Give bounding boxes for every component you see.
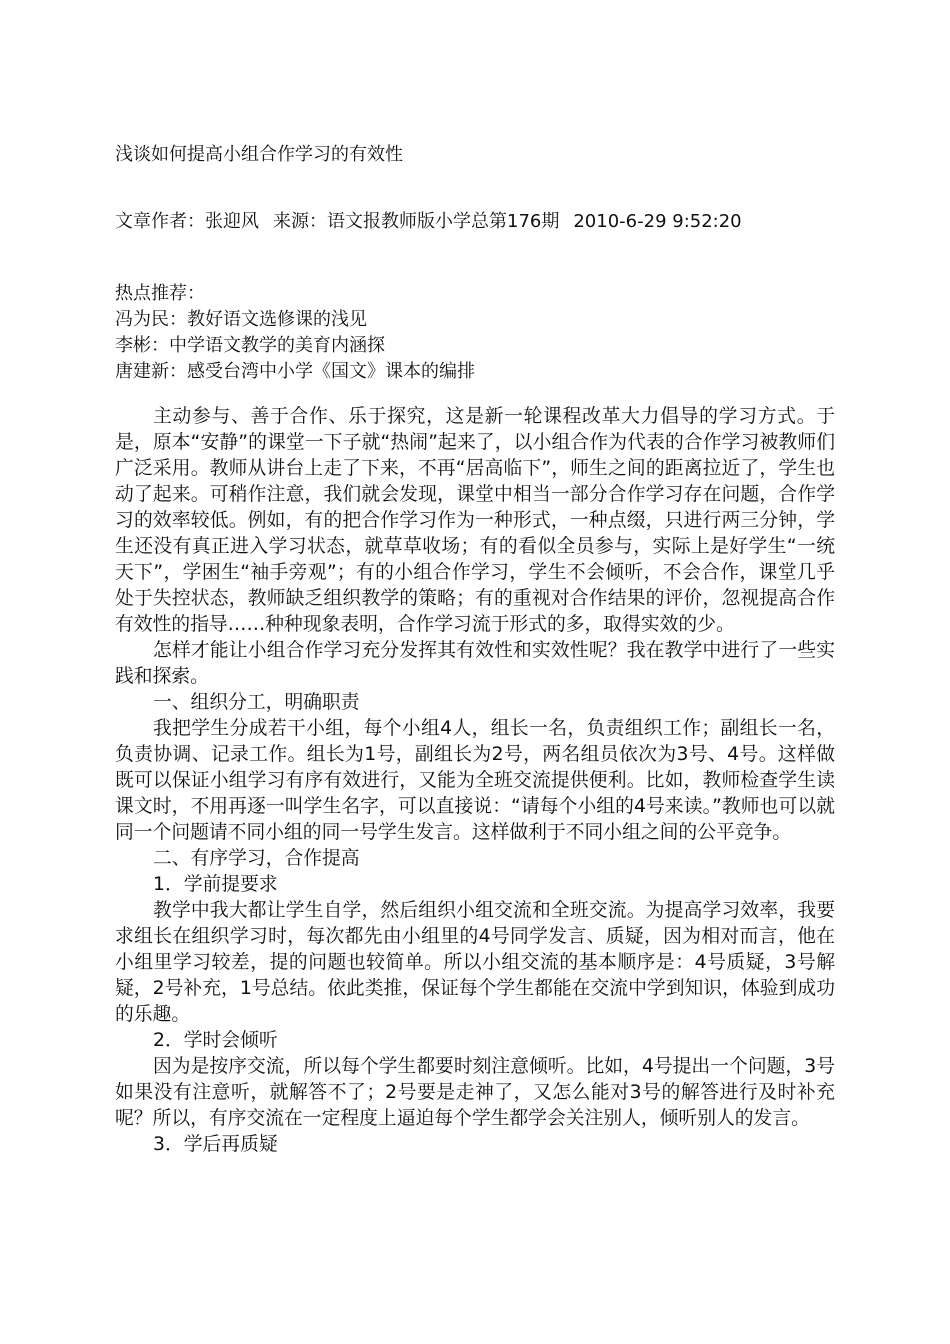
paragraph: 因为是按序交流，所以每个学生都要时刻注意倾听。比如，4号提出一个问题，3号如果没有注意听，就解答不了；2号要是走神了，又怎么能对3号的解答进行及时补充呢？所以，有序交流在一定程度上逼迫每个学生都学会关注别人，倾听别人的发言。 bbox=[115, 1056, 835, 1129]
paragraph: 主动参与、善于合作、乐于探究，这是新一轮课程改革大力倡导的学习方式。于是，原本“安静”的课堂一下子就“热闹”起来了，以小组合作为代表的合作学习被教师们广泛采用。教师从讲台上走了下来，不再“居高临下”，师生之间的距离拉近了，学生也动了起来。可稍作注意，我们就会发现，课堂中相当一部分合作学习存在问题，合作学习的效率较低。例如，有的把合作学习作为一种形式，一种点缀，只进行两三分钟，学生还没有真正进入学习状态，就草草收场；有的看似全员参与，实际上是好学生“一统天下”，学困生“袖手旁观”；有的小组合作学习，学生不会倾听，不会合作，课堂几乎处于失控状态，教师缺乏组织教学的策略；有的重视对合作结果的评价，忽视提高合作有效性的指导……种种现象表明，合作学习流于形式的多，取得实效的少。 bbox=[115, 406, 835, 635]
subsection-heading: 1．学前提要求 bbox=[153, 874, 278, 895]
article-source: 来源：语文报教师版小学总第176期 bbox=[273, 211, 560, 232]
hot-item: 唐建新：感受台湾中小学《国文》课本的编排 bbox=[115, 361, 475, 382]
hot-recommendations bbox=[115, 281, 475, 385]
subsection-heading: 3．学后再质疑 bbox=[153, 1134, 278, 1155]
article-title: 浅谈如何提高小组合作学习的有效性 bbox=[115, 144, 403, 165]
hot-item: 冯为民：教好语文选修课的浅见 bbox=[115, 309, 367, 330]
hot-heading: 热点推荐： bbox=[115, 283, 205, 304]
section-heading: 二、有序学习，合作提高 bbox=[153, 848, 360, 869]
paragraph: 教学中我大都让学生自学，然后组织小组交流和全班交流。为提高学习效率，我要求组长在组织学习时，每次都先由小组里的4号同学发言、质疑，因为相对而言，他在小组里学习较差，提的问题也较简单。所以小组交流的基本顺序是：4号质疑，3号解疑，2号补充，1号总结。依此类推，保证每个学生都能在交流中学到知识，体验到成功的乐趣。 bbox=[115, 900, 835, 1025]
article-body bbox=[115, 404, 835, 1158]
hot-item: 李彬：中学语文教学的美育内涵探 bbox=[115, 335, 385, 356]
article-author: 文章作者：张迎风 bbox=[115, 211, 259, 232]
paragraph: 我把学生分成若干小组，每个小组4人，组长一名，负责组织工作；副组长一名，负责协调、记录工作。组长为1号，副组长为2号，两名组员依次为3号、4号。这样做既可以保证小组学习有序有效进行，又能为全班交流提供便利。比如，教师检查学生读课文时，不用再逐一叫学生名字，可以直接说：“请每个小组的4号来读。”教师也可以就同一个问题请不同小组的同一号学生发言。这样做利于不同小组之间的公平竞争。 bbox=[115, 718, 835, 843]
article-meta bbox=[115, 210, 742, 234]
article-datetime: 2010-6-29 9:52:20 bbox=[573, 211, 742, 232]
subsection-heading: 2．学时会倾听 bbox=[153, 1030, 278, 1051]
section-heading: 一、组织分工，明确职责 bbox=[153, 692, 360, 713]
paragraph: 怎样才能让小组合作学习充分发挥其有效性和实效性呢？我在教学中进行了一些实践和探索。 bbox=[115, 640, 835, 687]
